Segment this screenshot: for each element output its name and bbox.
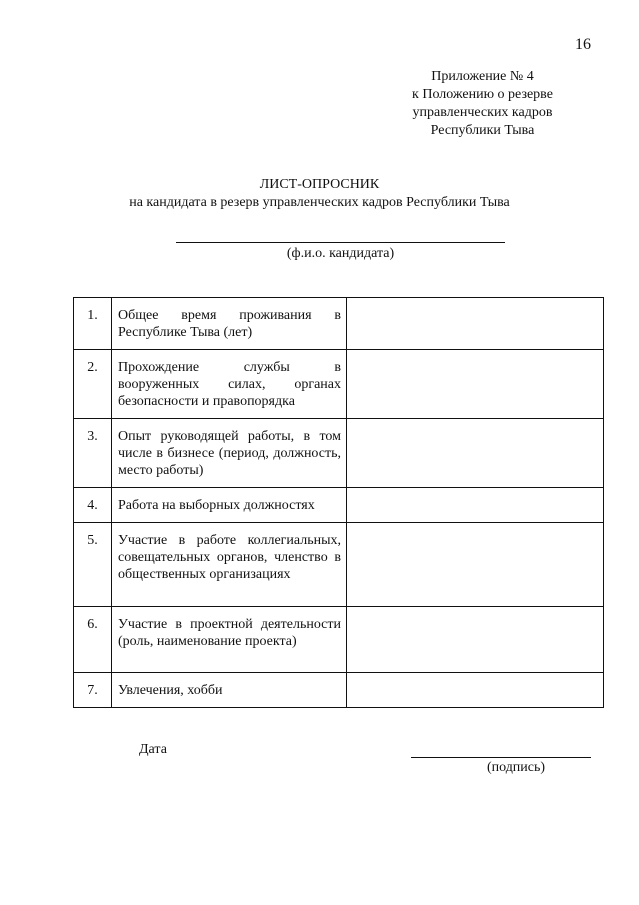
form-title: ЛИСТ-ОПРОСНИК <box>259 177 380 192</box>
question-text: Работа на выборных должностях <box>112 488 347 523</box>
page-number: 16 <box>575 36 591 53</box>
appendix-line: Приложение № 4 <box>431 69 534 84</box>
questionnaire-table <box>73 297 604 708</box>
appendix-line: управленческих кадров <box>412 105 553 120</box>
question-text: Участие в проектной деятельности (роль, наименование проекта) <box>112 607 347 673</box>
answer-cell <box>347 350 604 419</box>
row-number: 3. <box>74 419 112 488</box>
candidate-name-caption: (ф.и.о. кандидата) <box>286 246 395 261</box>
question-text: Прохождение службы в вооруженных силах, органах безопасности и правопорядка <box>112 350 347 419</box>
table-row <box>74 523 604 607</box>
question-text: Общее время проживания в Республике Тыва (лет) <box>112 298 347 350</box>
answer-cell <box>347 523 604 607</box>
appendix-line: к Положению о резерве <box>412 87 553 102</box>
answer-cell <box>347 607 604 673</box>
signature-caption: (подпись) <box>486 760 546 775</box>
question-text: Опыт руководящей работы, в том числе в бизнесе (период, должность, место работы) <box>112 419 347 488</box>
table-row <box>74 419 604 488</box>
table-row <box>74 298 604 350</box>
table-row <box>74 607 604 673</box>
row-number: 6. <box>74 607 112 673</box>
row-number: 4. <box>74 488 112 523</box>
row-number: 7. <box>74 673 112 708</box>
appendix-line: Республики Тыва <box>430 123 535 138</box>
signature-line <box>411 757 591 758</box>
question-text: Увлечения, хобби <box>112 673 347 708</box>
candidate-name-line <box>176 242 505 243</box>
date-label: Дата <box>139 742 167 757</box>
answer-cell <box>347 488 604 523</box>
answer-cell <box>347 298 604 350</box>
row-number: 5. <box>74 523 112 607</box>
table-row <box>74 488 604 523</box>
answer-cell <box>347 673 604 708</box>
answer-cell <box>347 419 604 488</box>
table-row <box>74 350 604 419</box>
row-number: 1. <box>74 298 112 350</box>
appendix-header <box>380 68 585 140</box>
row-number: 2. <box>74 350 112 419</box>
form-subtitle: на кандидата в резерв управленческих кадров Республики Тыва <box>129 195 510 210</box>
question-text: Участие в работе коллегиальных, совещательных органов, членство в общественных организациях <box>112 523 347 607</box>
table-row <box>74 673 604 708</box>
